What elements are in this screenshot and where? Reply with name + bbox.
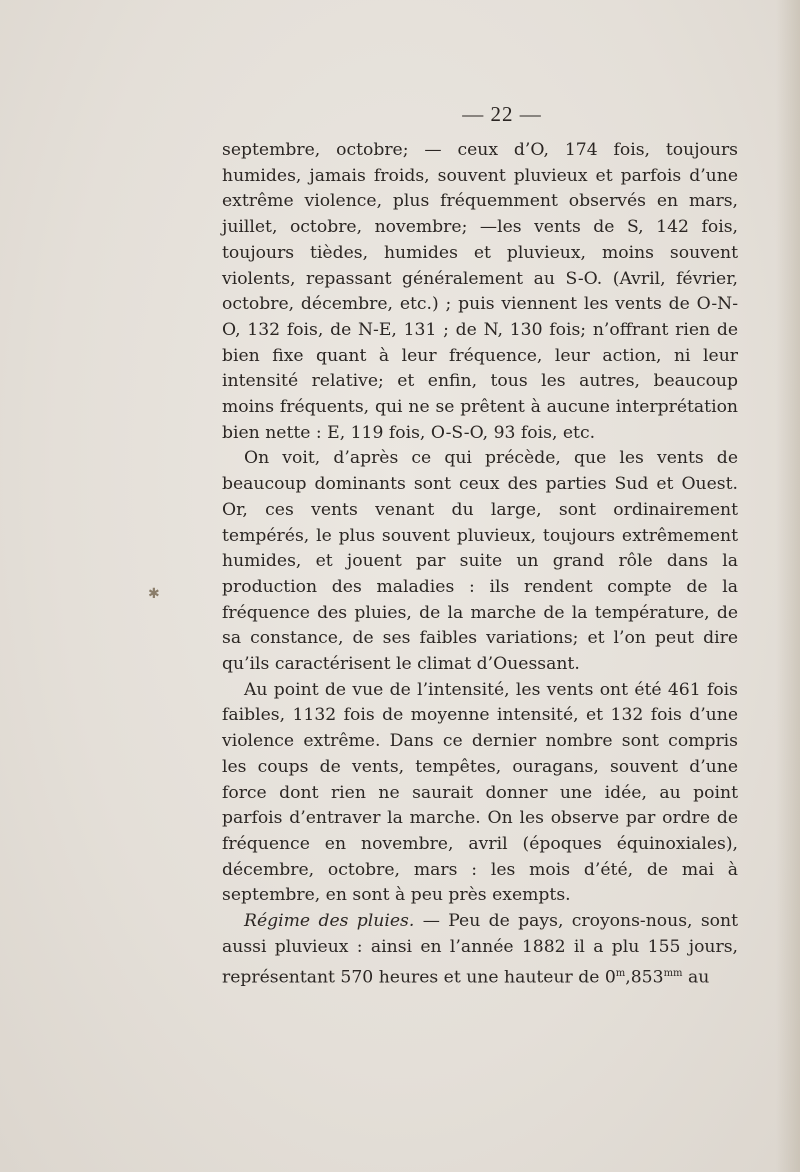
ink-blot: ✱ (148, 586, 160, 602)
paragraph-1: septembre, octobre; — ceux d’O, 174 fois, toujours humides, jamais froids, souvent pluvieux et parfois d’une extrême violence, plus fréquemment observés en mars, juillet, octobre, novembre; —les vents de S, 142 fois, toujours tièdes, humides et pluvieux, moins souvent violents, repassant généralement au S-O. (Avril, février, octobre, décembre, etc.) ; puis viennent les vents de O-N-O, 132 fois, de N-E, 131 ; de N, 130 fois; n’offrant rien de bien fixe quant à leur fréquence, leur action, ni leur intensité relative; et enfin, tous les autres, beaucoup moins fréquents, qui ne se prêtent à aucune interprétation bien nette : E, 119 fois, O-S-O, 93 fois, etc. (222, 140, 738, 443)
paragraph-3: Au point de vue de l’intensité, les vents ont été 461 fois faibles, 1132 fois de moyenne intensité, et 132 fois d’une violence extrême. Dans ce dernier nombre sont compris les coups de vents, tempêtes, ouragans, souvent d’une force dont rien ne saurait donner une idée, au point parfois d’entraver la marche. On les observe par ordre de fréquence en novembre, avril (époques équinoxiales), décembre, octobre, mars : les mois d’été, de mai à septembre, en sont à peu près exempts. (222, 679, 738, 906)
paragraph-4-text-a: — Peu de pays, croyons-nous, sont aussi pluvieux : ainsi en l’année 1882 il a plu 155 jours, représentant 570 heures et une hauteur de 0 (222, 911, 738, 988)
paragraph-4-text-c: au (682, 967, 710, 988)
paragraph-2: On voit, d’après ce qui précède, que les vents de beaucoup dominants sont ceux des parties Sud et Ouest. Or, ces vents venant du large, sont ordinairement tempérés, le plus souvent pluvieux, toujours extrêmement humides, et jouent par suite un grand rôle dans la production des maladies : ils rendent compte de la fréquence des pluies, de la marche de la température, de sa constance, de ses faibles variations; et l’on peut dire qu’ils caractérisent le climat d’Ouessant. (222, 448, 738, 675)
section-heading: Régime des pluies. (244, 911, 415, 932)
page-edge-shadow (776, 0, 800, 1172)
superscript-m: m (615, 967, 626, 979)
page-number: — 22 — (462, 102, 542, 126)
paragraph-4-text-b: ,853 (625, 967, 664, 988)
superscript-mm: mm (663, 967, 683, 979)
body-text (222, 138, 738, 991)
paragraph-4 (222, 909, 738, 991)
